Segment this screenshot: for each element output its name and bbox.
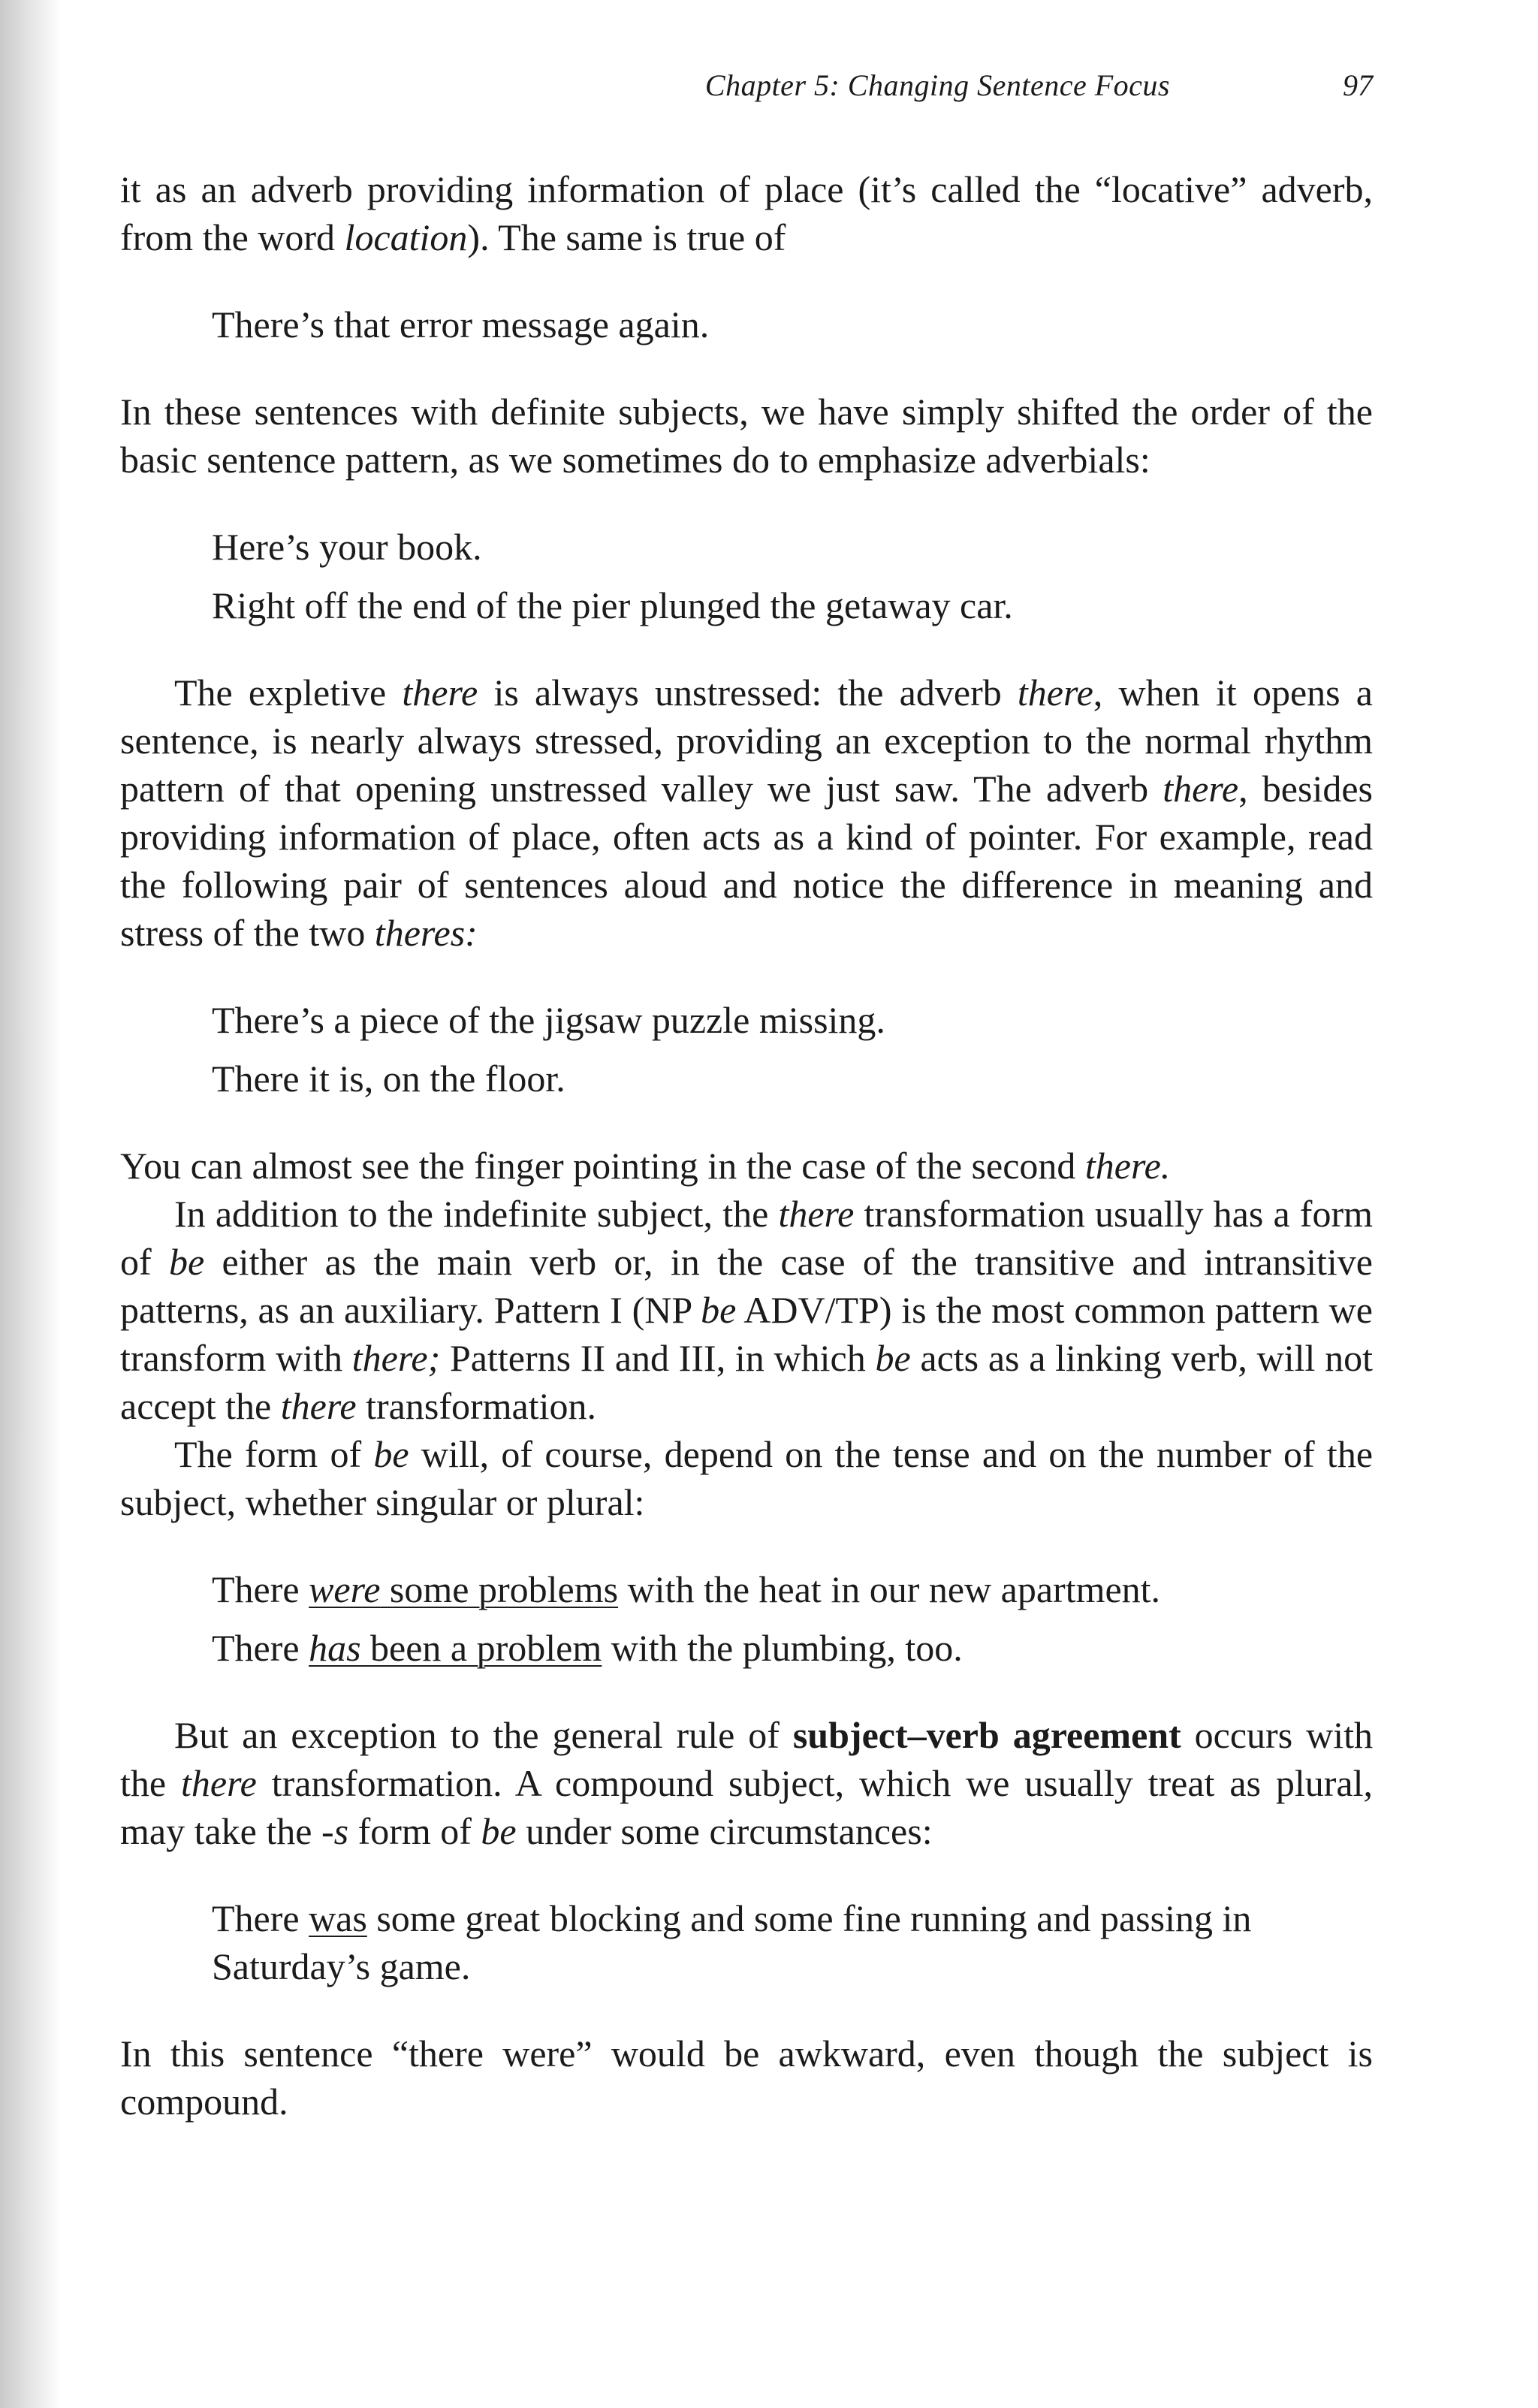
book-page	[120, 60, 1373, 2126]
paragraph-7: But an exception to the general rule of subject–verb agreement occurs with the there transformation. A compound subject, which we usually treat as plural, may take the -s form of be under some circumstances:	[120, 1714, 1373, 1852]
example-block-3	[212, 996, 1373, 1103]
example-sentence: Right off the end of the pier plunged the getaway car.	[212, 584, 1013, 626]
example-sentence: There was some great blocking and some fine running and passing in Saturday’s game.	[212, 1897, 1252, 1987]
paragraph-3: The expletive there is always unstressed: the adverb there, when it opens a sentence, is nearly always stressed, providing an exception to the normal rhythm pattern of that opening unstressed valley we just saw. The adverb there, besides providing information of place, often acts as a kind of pointer. For example, read the following pair of sentences aloud and notice the difference in meaning and stress of the two theres:	[120, 671, 1373, 954]
running-head: Chapter 5: Changing Sentence Focus	[704, 68, 1170, 102]
example-block-4	[212, 1565, 1373, 1672]
page-number: 97	[1343, 68, 1373, 102]
example-sentence: There’s a piece of the jigsaw puzzle missing.	[212, 999, 885, 1041]
paragraph-6: The form of be will, of course, depend on the tense and on the number of the subject, whether singular or plural:	[120, 1433, 1374, 1523]
page-gutter-shadow	[0, 0, 60, 2408]
example-sentence: There it is, on the floor.	[212, 1058, 565, 1100]
example-sentence: Here’s your book.	[212, 526, 482, 568]
example-block-1	[212, 300, 1373, 349]
paragraph-5: In addition to the indefinite subject, the there transformation usually has a form of be either as the main verb or, in the case of the transitive and intransitive patterns, as an auxiliary. Pattern I (NP be ADV/TP) is the most common pattern we transform with there; Patterns II and III, in which be acts as a linking verb, will not accept the there transformation.	[120, 1193, 1374, 1427]
example-sentence: There were some problems with the heat in our new apartment.	[212, 1568, 1161, 1610]
paragraph-1: it as an adverb providing information of place (it’s called the “locative” adverb, from the word location). The same is true of	[120, 168, 1373, 258]
example-block-5	[212, 1894, 1373, 1990]
page-header	[120, 60, 1373, 120]
example-block-2	[212, 523, 1373, 629]
example-sentence: There has been a problem with the plumbing, too.	[212, 1627, 963, 1669]
example-sentence: There’s that error message again.	[212, 303, 710, 346]
paragraph-4: You can almost see the finger pointing in the case of the second there.	[120, 1145, 1171, 1187]
paragraph-2: In these sentences with definite subjects, we have simply shifted the order of the basic sentence pattern, as we sometimes do to emphasize adverbials:	[120, 391, 1373, 481]
paragraph-8: In this sentence “there were” would be awkward, even though the subject is compound.	[120, 2032, 1373, 2123]
